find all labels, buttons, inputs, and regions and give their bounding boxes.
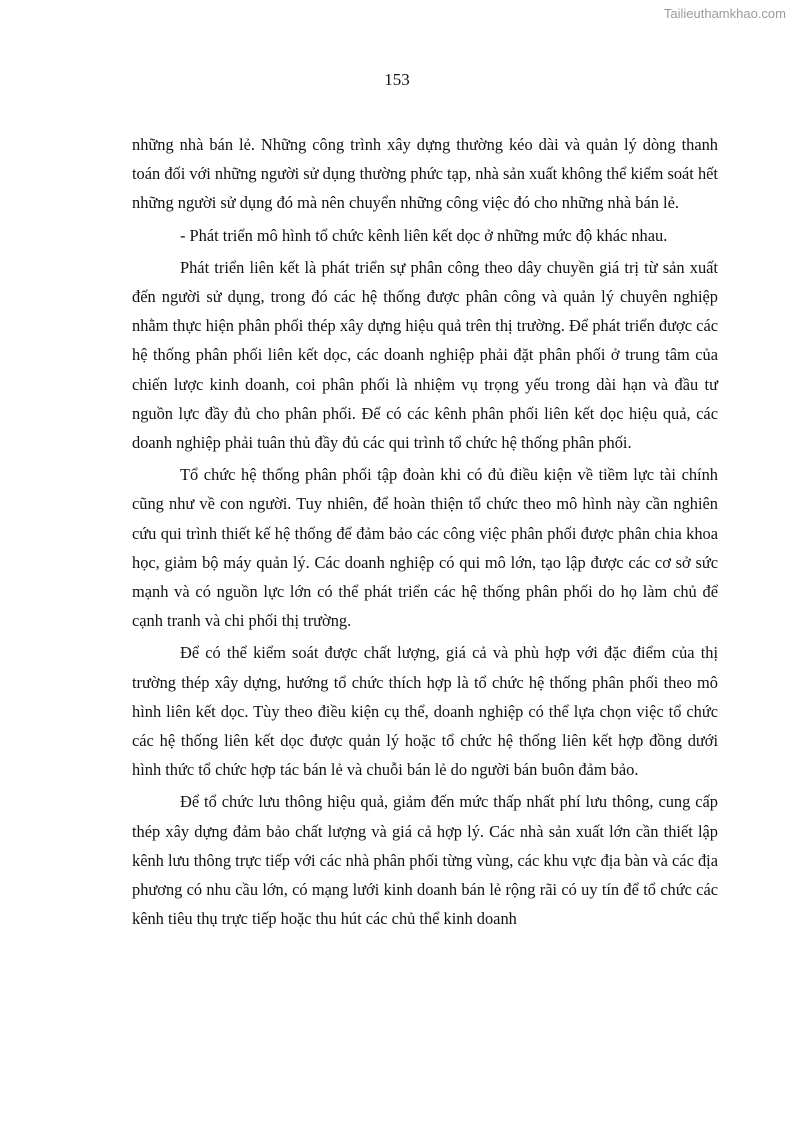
paragraph-5: Để có thể kiểm soát được chất lượng, giá cả và phù hợp với đặc điểm của thị trường thép xây dựng, hướng tổ chức thích hợp là tổ chức hệ thống phân phối theo mô hình liên kết dọc. Tùy theo điều kiện cụ thể, doanh nghiệp có thể lựa chọn việc tổ chức các hệ thống liên kết dọc được quản lý hoặc tổ chức hệ thống liên kết hợp đồng dưới hình thức tổ chức hợp tác bán lẻ và chuỗi bán lẻ do người bán buôn đảm bảo. — [132, 643, 718, 780]
paragraph-4: Tổ chức hệ thống phân phối tập đoàn khi có đủ điều kiện về tiềm lực tài chính cũng như về con người. Tuy nhiên, để hoàn thiện tổ chức theo mô hình này cần nghiên cứu qui trình thiết kế hệ thống để đảm bảo các công việc phân phối được phân chia khoa học, giảm bộ máy quản lý. Các doanh nghiệp có qui mô lớn, tạo lập được các cơ sở sức mạnh và có nguồn lực lớn có thể phát triển các hệ thống phân phối do họ làm chủ để cạnh tranh và chi phối thị trường. — [132, 465, 718, 631]
page-body — [132, 130, 718, 933]
paragraph-6: Để tổ chức lưu thông hiệu quả, giảm đến mức thấp nhất phí lưu thông, cung cấp thép xây dựng đảm bảo chất lượng và giá cả hợp lý. Các nhà sản xuất lớn cần thiết lập kênh lưu thông trực tiếp với các nhà phân phối từng vùng, các khu vực địa bàn và các địa phương có nhu cầu lớn, có mạng lưới kinh doanh bán lẻ rộng rãi có uy tín để tổ chức các kênh tiêu thụ trực tiếp hoặc thu hút các chủ thể kinh doanh — [132, 792, 718, 929]
paragraph-2: - Phát triển mô hình tổ chức kênh liên kết dọc ở những mức độ khác nhau. — [180, 225, 668, 245]
watermark: Tailieuthamkhao.com — [663, 6, 786, 21]
page-number: 153 — [384, 70, 410, 89]
paragraph-3: Phát triển liên kết là phát triển sự phân công theo dây chuyền giá trị từ sản xuất đến người sử dụng, trong đó các hệ thống được phân công và quản lý chuyên nghiệp nhằm thực hiện phân phối thép xây dựng hiệu quả trên thị trường. Để phát triển được các hệ thống phân phối liên kết dọc, các doanh nghiệp phải đặt phân phối ở trung tâm của chiến lược kinh doanh, coi phân phối là nhiệm vụ trọng yếu trong dài hạn và đầu tư nguồn lực đầy đủ cho phân phối. Để có các kênh phân phối liên kết dọc hiệu quả, các doanh nghiệp phải tuân thủ đầy đủ các qui trình tổ chức hệ thống phân phối. — [132, 257, 718, 453]
paragraph-1: những nhà bán lẻ. Những công trình xây dựng thường kéo dài và quản lý dòng thanh toán đối với những người sử dụng thường phức tạp, nhà sản xuất không thể kiểm soát hết những người sử dụng đó mà nên chuyển những công việc đó cho những nhà bán lẻ. — [132, 135, 718, 213]
